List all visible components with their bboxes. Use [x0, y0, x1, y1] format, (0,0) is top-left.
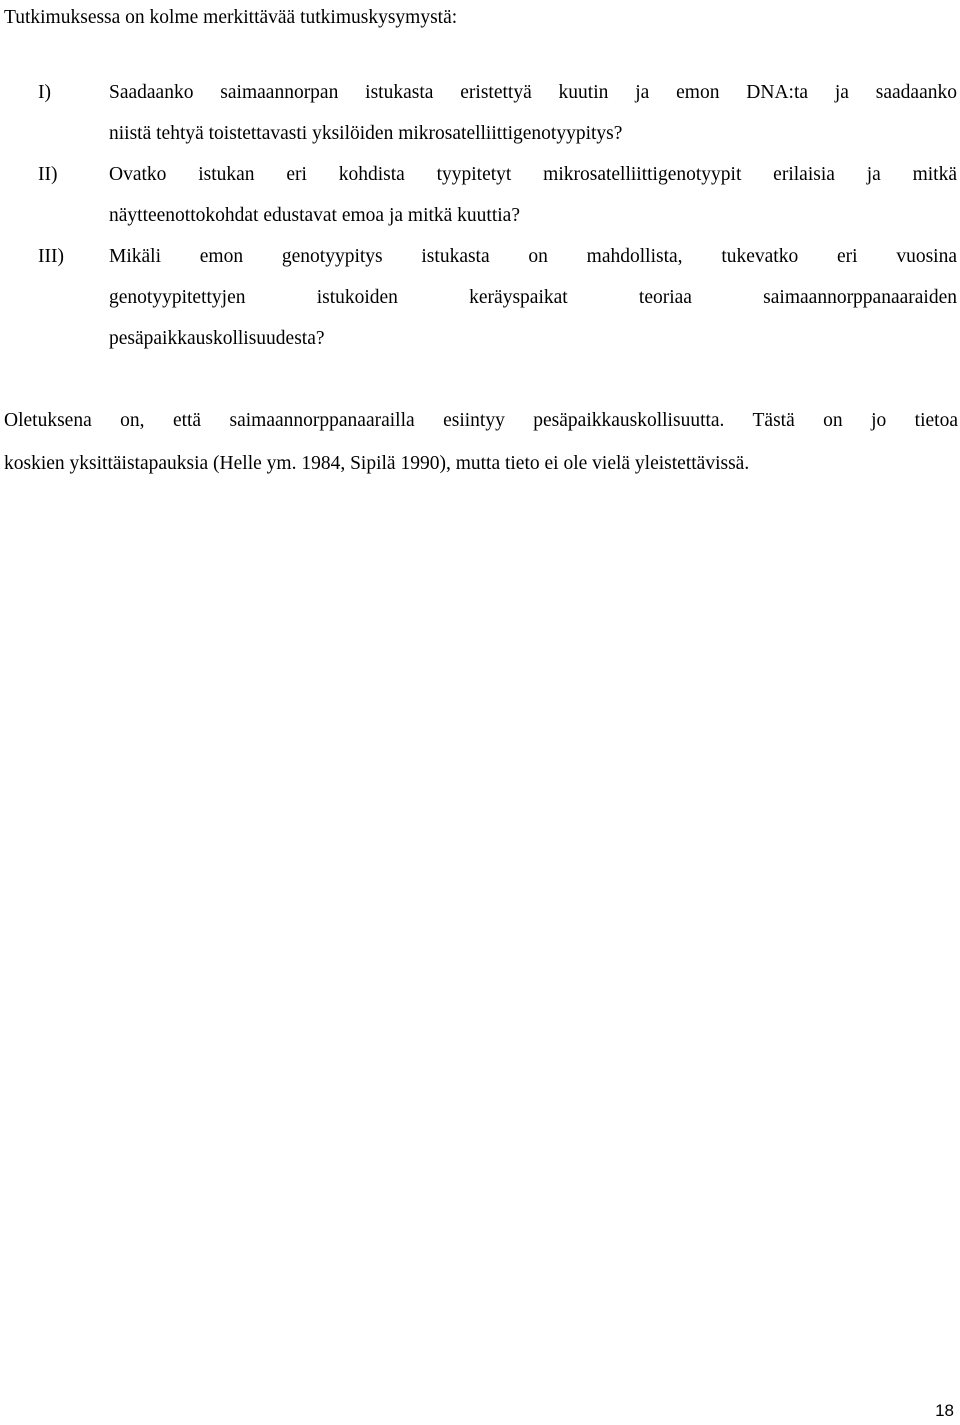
question-2-line-2: näytteenottokohdat edustavat emoa ja mitkä kuuttia?: [109, 205, 520, 226]
question-1-line-1: Saadaanko saimaannorpan istukasta eristettyä kuutin ja emon DNA:ta ja saadaanko: [109, 82, 957, 103]
question-3-text: [109, 236, 957, 359]
body-paragraph: [4, 399, 958, 485]
question-3-line-1: Mikäli emon genotyypitys istukasta on mahdollista, tukevatko eri vuosina: [109, 246, 957, 267]
question-3-number: III): [38, 246, 64, 267]
question-2-line-1: Ovatko istukan eri kohdista tyypitetyt mikrosatelliittigenotyypit erilaisia ja mitkä: [109, 164, 957, 185]
page-number: 18: [935, 1401, 954, 1420]
question-2-text: [109, 154, 957, 236]
question-2-number: II): [38, 164, 58, 185]
question-1-text: [109, 72, 957, 154]
intro-text: Tutkimuksessa on kolme merkittävää tutkimuskysymystä:: [4, 7, 458, 28]
question-1-line-2: niistä tehtyä toistettavasti yksilöiden mikrosatelliittigenotyypitys?: [109, 123, 623, 144]
question-3-line-2: genotyypitettyjen istukoiden keräyspaikat teoriaa saimaannorppanaaraiden: [109, 287, 957, 308]
question-1-number: I): [38, 82, 51, 103]
question-3-line-3: pesäpaikkauskollisuudesta?: [109, 328, 325, 349]
body-paragraph-line-2: koskien yksittäistapauksia (Helle ym. 1984, Sipilä 1990), mutta tieto ei ole vielä yleistettävissä.: [4, 453, 750, 474]
body-paragraph-line-1: Oletuksena on, että saimaannorppanaarailla esiintyy pesäpaikkauskollisuutta. Tästä on jo tietoa: [4, 410, 958, 431]
